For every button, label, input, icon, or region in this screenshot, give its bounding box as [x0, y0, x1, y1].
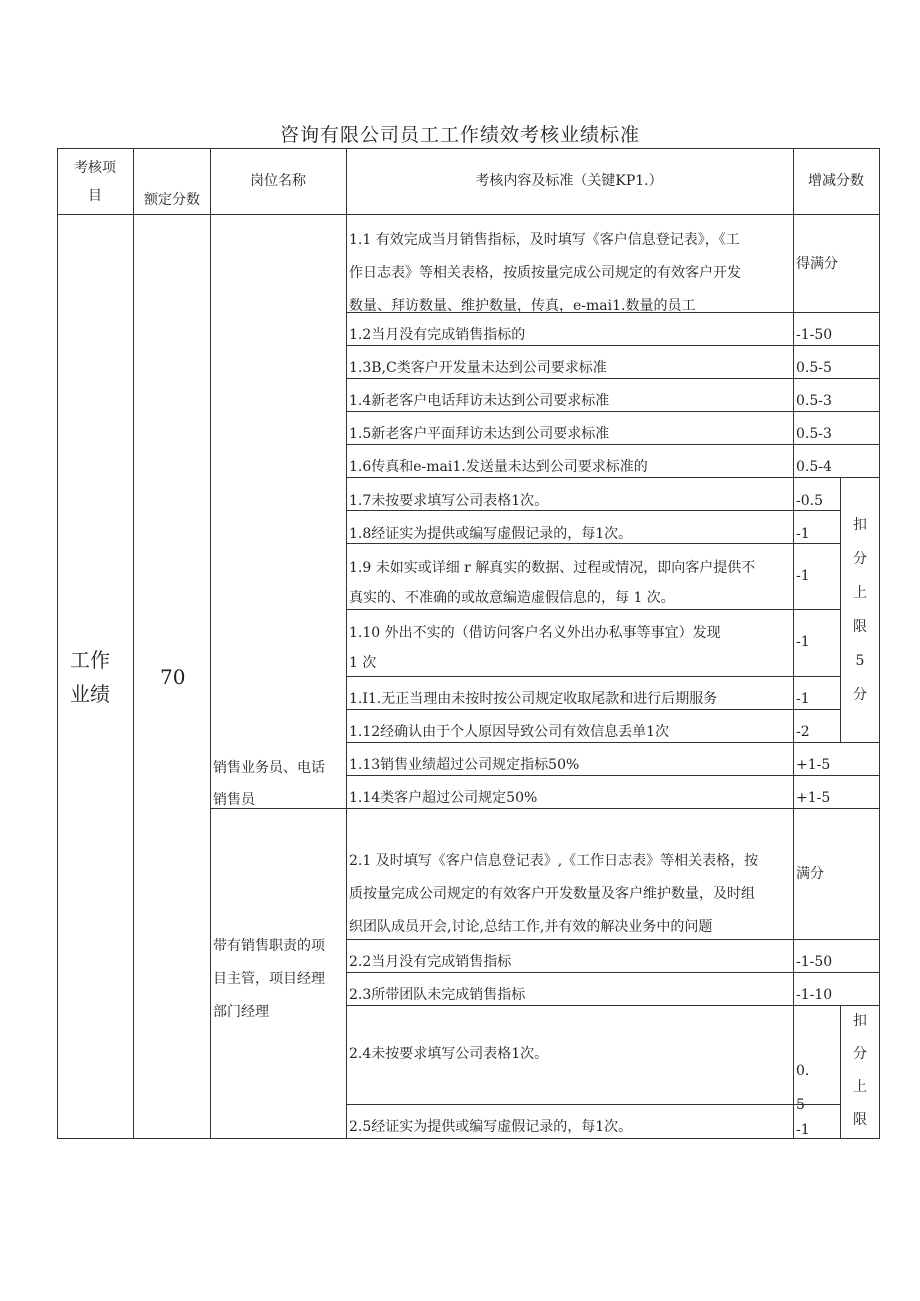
list-item: 1.I1.无正当理由未按时按公司规定收取尾款和进行后期服务: [349, 691, 718, 707]
score-value: -1-50: [796, 327, 833, 343]
list-item: 1.4新老客户电话拜访未达到公司要求标准: [349, 393, 610, 409]
list-item: 1.10 外出不实的（借访问客户名义外出办私事等事宜）发现 1 次: [349, 625, 721, 671]
score-value: -1: [796, 568, 810, 584]
list-item: 2.1 及时填写《客户信息登记表》,《工作日志表》等相关表格，按 质按量完成公司规定的有效客户开发数量及客户维护数量，及时组 织团队成员开会,讨论,总结工作,并有效的解决业务中的问题: [349, 853, 759, 935]
score-value: -1-50: [796, 954, 833, 970]
list-item: 2.4未按要求填写公司表格1次。: [349, 1046, 549, 1062]
score-value: 0.5-5: [796, 360, 832, 376]
score-value: 得满分: [796, 256, 838, 272]
list-item: 2.2当月没有完成销售指标: [349, 954, 512, 970]
page-title: 咨询有限公司员工工作绩效考核业绩标准: [279, 124, 640, 146]
score-value: 0.5-4: [796, 459, 832, 475]
score-value: -1: [796, 691, 810, 707]
header-item: 考核项 目: [74, 160, 116, 204]
header-quota: 额定分数: [144, 192, 200, 208]
header-position: 岗位名称: [250, 173, 306, 189]
list-item: 1.6传真和e-mai1.发送量未达到公司要求标准的: [349, 459, 648, 475]
score-value: 0. 5: [796, 1063, 810, 1113]
list-item: 1.1 有效完成当月销售指标，及时填写《客户信息登记表》，《工 作日志表》等相关表格，按质按量完成公司规定的有效客户开发 数量、拜访数量、维护数量，传真，e-mai1.数量的员工: [349, 232, 741, 314]
score-value: 0.5-3: [796, 393, 832, 409]
position-sales: 销售业务员、电话 销售员: [213, 760, 325, 808]
score-value: +1-5: [796, 757, 831, 773]
list-item: 1.8经证实为提供或编写虚假记录的，每1次。: [349, 526, 633, 542]
deduct-cap-label: 扣 分 上 限 5 分: [853, 517, 867, 703]
score-value: 满分: [796, 866, 824, 882]
header-score: 增减分数: [808, 173, 864, 189]
category-label: 工作 业绩: [70, 648, 110, 706]
list-item: 1.14类客户超过公司规定50%: [349, 790, 538, 806]
score-value: -1-10: [796, 987, 833, 1003]
position-manager: 带有销售职责的项 目主管，项目经理 部门经理: [213, 938, 325, 1020]
quota-value: 70: [160, 665, 186, 689]
score-value: -0.5: [796, 493, 823, 509]
deduct-cap-label-2: 扣 分 上 限: [853, 1013, 867, 1128]
score-value: -1: [796, 526, 810, 542]
list-item: 1.12经确认由于个人原因导致公司有效信息丢单1次: [349, 724, 670, 740]
list-item: 2.3所带团队未完成销售指标: [349, 987, 526, 1003]
list-item: 1.3B,C类客户开发量未达到公司要求标准: [349, 360, 607, 376]
list-item: 2.5经证实为提供或编写虚假记录的，每1次。: [349, 1119, 633, 1135]
header-content: 考核内容及标准（关键KP1.）: [475, 173, 663, 189]
list-item: 1.5新老客户平面拜访未达到公司要求标准: [349, 426, 610, 442]
list-item: 1.9 未如实或详细 r 解真实的数据、过程或情况，即向客户提供不 真实的、不准确的或故意编造虚假信息的，每 1 次。: [349, 560, 756, 606]
list-item: 1.2当月没有完成销售指标的: [349, 327, 526, 343]
list-item: 1.7未按要求填写公司表格1次。: [349, 493, 549, 509]
list-item: 1.13销售业绩超过公司规定指标50%: [349, 757, 580, 773]
score-value: -1: [796, 634, 810, 650]
score-value: 0.5-3: [796, 426, 832, 442]
score-value: -1: [796, 1122, 810, 1138]
score-value: -2: [796, 724, 810, 740]
score-value: +1-5: [796, 790, 831, 806]
